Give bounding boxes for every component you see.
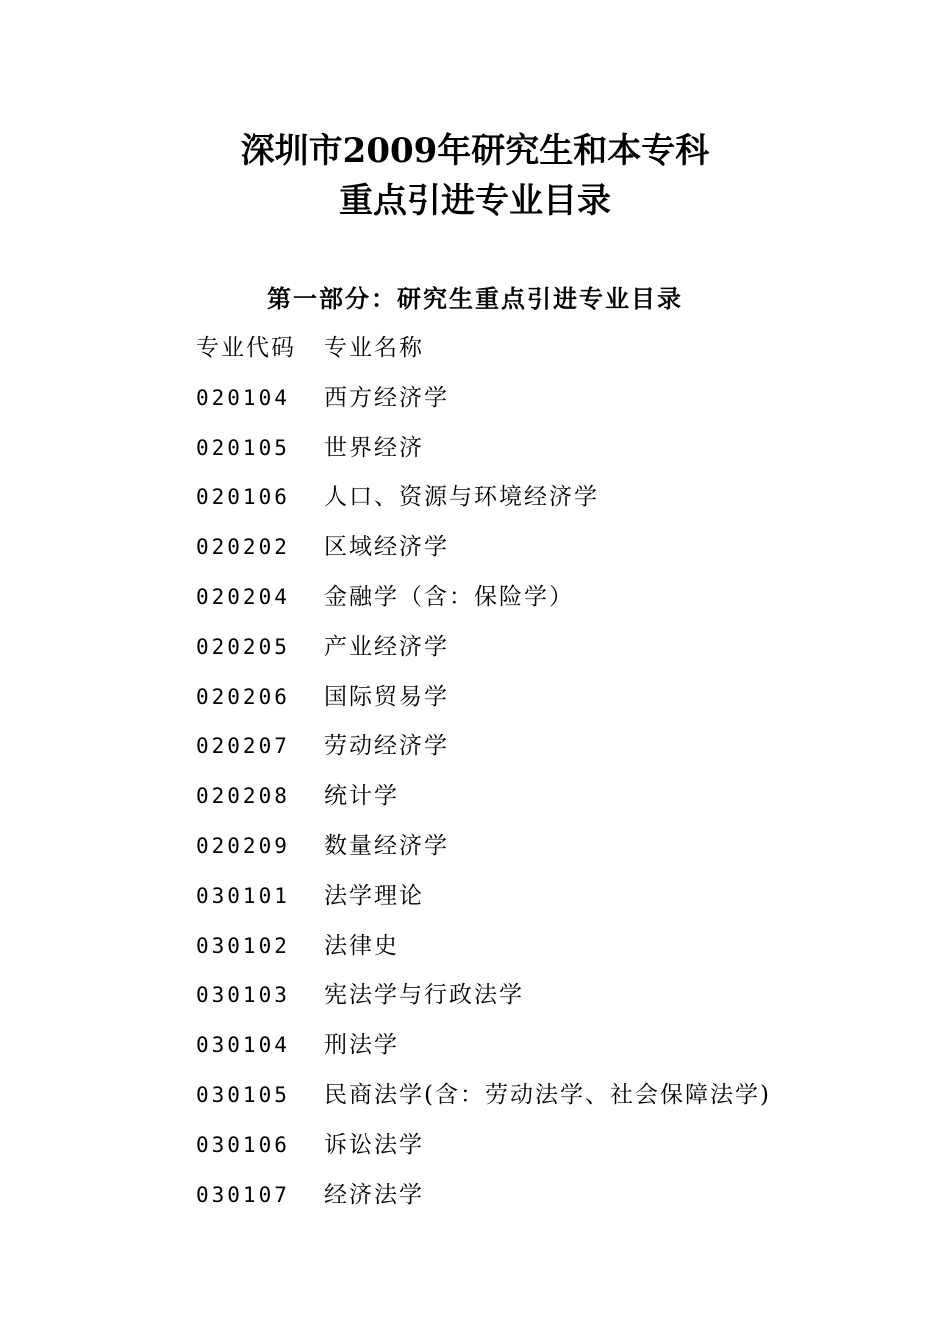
major-name: 金融学（含：保险学） bbox=[324, 583, 574, 610]
list-item bbox=[196, 682, 896, 732]
major-code: 020105 bbox=[196, 435, 290, 460]
header-name: 专业名称 bbox=[324, 335, 424, 361]
major-name: 诉讼法学 bbox=[324, 1131, 424, 1158]
major-code: 020209 bbox=[196, 833, 290, 858]
major-name: 民商法学(含：劳动法学、社会保障法学) bbox=[324, 1081, 771, 1108]
major-code: 020206 bbox=[196, 684, 290, 709]
section-heading: 第一部分：研究生重点引进专业目录 bbox=[267, 284, 683, 313]
list-item bbox=[196, 931, 896, 981]
major-name: 国际贸易学 bbox=[324, 683, 449, 710]
major-name: 宪法学与行政法学 bbox=[324, 982, 524, 1009]
list-item bbox=[196, 980, 896, 1030]
major-code: 020202 bbox=[196, 535, 290, 560]
list-item bbox=[196, 582, 896, 632]
major-code: 020205 bbox=[196, 634, 290, 659]
list-item bbox=[196, 1180, 896, 1230]
major-code: 030107 bbox=[196, 1182, 290, 1207]
major-list bbox=[196, 333, 896, 1229]
major-name: 劳动经济学 bbox=[324, 733, 449, 760]
major-name: 统计学 bbox=[324, 783, 399, 810]
document-title-line-1: 深圳市2009年研究生和本专科 bbox=[240, 131, 710, 171]
major-code: 020208 bbox=[196, 784, 290, 809]
list-item bbox=[196, 532, 896, 582]
list-item bbox=[196, 1030, 896, 1080]
major-name: 法学理论 bbox=[324, 882, 424, 909]
major-name: 产业经济学 bbox=[324, 633, 449, 660]
major-code: 030102 bbox=[196, 933, 290, 958]
major-code: 020106 bbox=[196, 485, 290, 510]
major-name: 人口、资源与环境经济学 bbox=[324, 484, 599, 511]
list-item bbox=[196, 731, 896, 781]
major-code: 030103 bbox=[196, 983, 290, 1008]
major-code: 030101 bbox=[196, 883, 290, 908]
document-title-line-2: 重点引进专业目录 bbox=[339, 181, 611, 221]
list-item bbox=[196, 881, 896, 931]
major-name: 数量经济学 bbox=[324, 832, 449, 859]
list-item bbox=[196, 1080, 896, 1130]
list-item bbox=[196, 1130, 896, 1180]
major-name: 刑法学 bbox=[324, 1032, 399, 1059]
list-rows bbox=[196, 383, 896, 1230]
major-code: 030104 bbox=[196, 1033, 290, 1058]
list-header bbox=[196, 333, 896, 383]
major-code: 020104 bbox=[196, 385, 290, 410]
major-code: 020204 bbox=[196, 584, 290, 609]
list-item bbox=[196, 383, 896, 433]
major-code: 030106 bbox=[196, 1132, 290, 1157]
major-name: 经济法学 bbox=[324, 1181, 424, 1208]
list-item bbox=[196, 781, 896, 831]
header-code: 专业代码 bbox=[196, 335, 296, 361]
list-item bbox=[196, 482, 896, 532]
major-name: 法律史 bbox=[324, 932, 399, 959]
major-name: 西方经济学 bbox=[324, 384, 449, 411]
list-item bbox=[196, 632, 896, 682]
major-name: 区域经济学 bbox=[324, 534, 449, 561]
list-item bbox=[196, 831, 896, 881]
list-item bbox=[196, 433, 896, 483]
major-code: 030105 bbox=[196, 1082, 290, 1107]
major-code: 020207 bbox=[196, 734, 290, 759]
major-name: 世界经济 bbox=[324, 434, 424, 461]
